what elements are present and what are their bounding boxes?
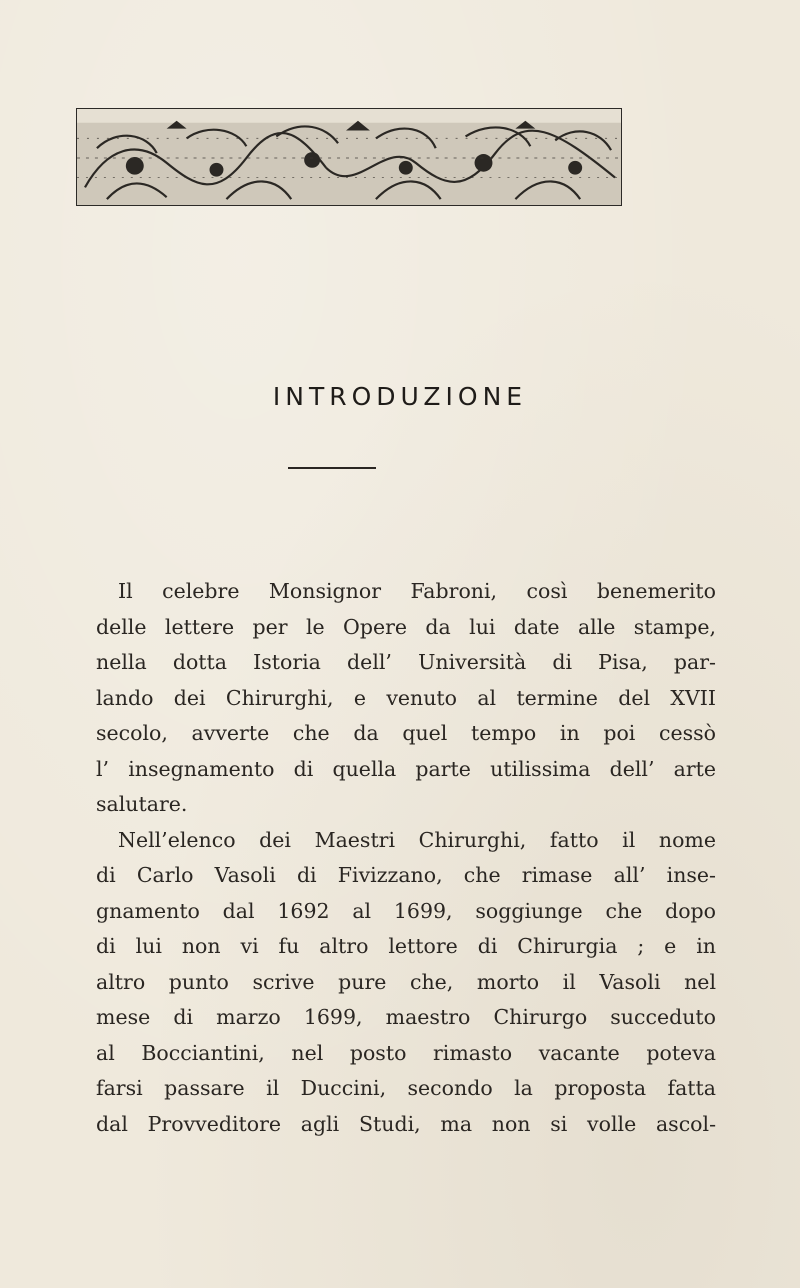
ornamental-headpiece-icon <box>77 109 621 205</box>
text-line: salutare. <box>96 792 188 816</box>
text-line: delle lettere per le Opere da lui date alle stampe, <box>96 614 716 639</box>
text-line: gnamento dal 1692 al 1699, soggiunge che dopo <box>96 898 716 923</box>
text-line: Il celebre Monsignor Fabroni, così benemerito <box>118 579 716 603</box>
text-line: dal Provveditore agli Studi, ma non si volle ascol- <box>96 1111 716 1136</box>
text-line: Nell’elenco dei Maestri Chirurghi, fatto il nome <box>118 827 716 852</box>
text-line: di Carlo Vasoli di Fivizzano, che rimase all’ inse- <box>96 863 716 887</box>
ornamental-headpiece <box>76 108 622 206</box>
text-line: mese di marzo 1699, maestro Chirurgo succeduto <box>96 1005 716 1029</box>
text-line: di lui non vi fu altro lettore di Chirurgia ; e in <box>96 934 716 958</box>
text-line: farsi passare il Duccini, secondo la proposta fatta <box>96 1076 716 1100</box>
page-title: INTRODUZIONE <box>272 382 528 411</box>
text-line: nella dotta Istoria dell’ Università di Pisa, par- <box>96 650 716 674</box>
text-line: altro punto scrive pure che, morto il Vasoli nel <box>96 969 716 994</box>
text-line: secolo, avverte che da quel tempo in poi cessò <box>96 721 716 745</box>
title-divider <box>288 467 376 469</box>
text-line: l’ insegnamento di quella parte utilissima dell’ arte <box>96 756 716 781</box>
text-line: al Bocciantini, nel posto rimasto vacante poteva <box>96 1040 716 1065</box>
introduction-text <box>96 574 716 1142</box>
text-line: lando dei Chirurghi, e venuto al termine del XVII <box>96 685 716 710</box>
